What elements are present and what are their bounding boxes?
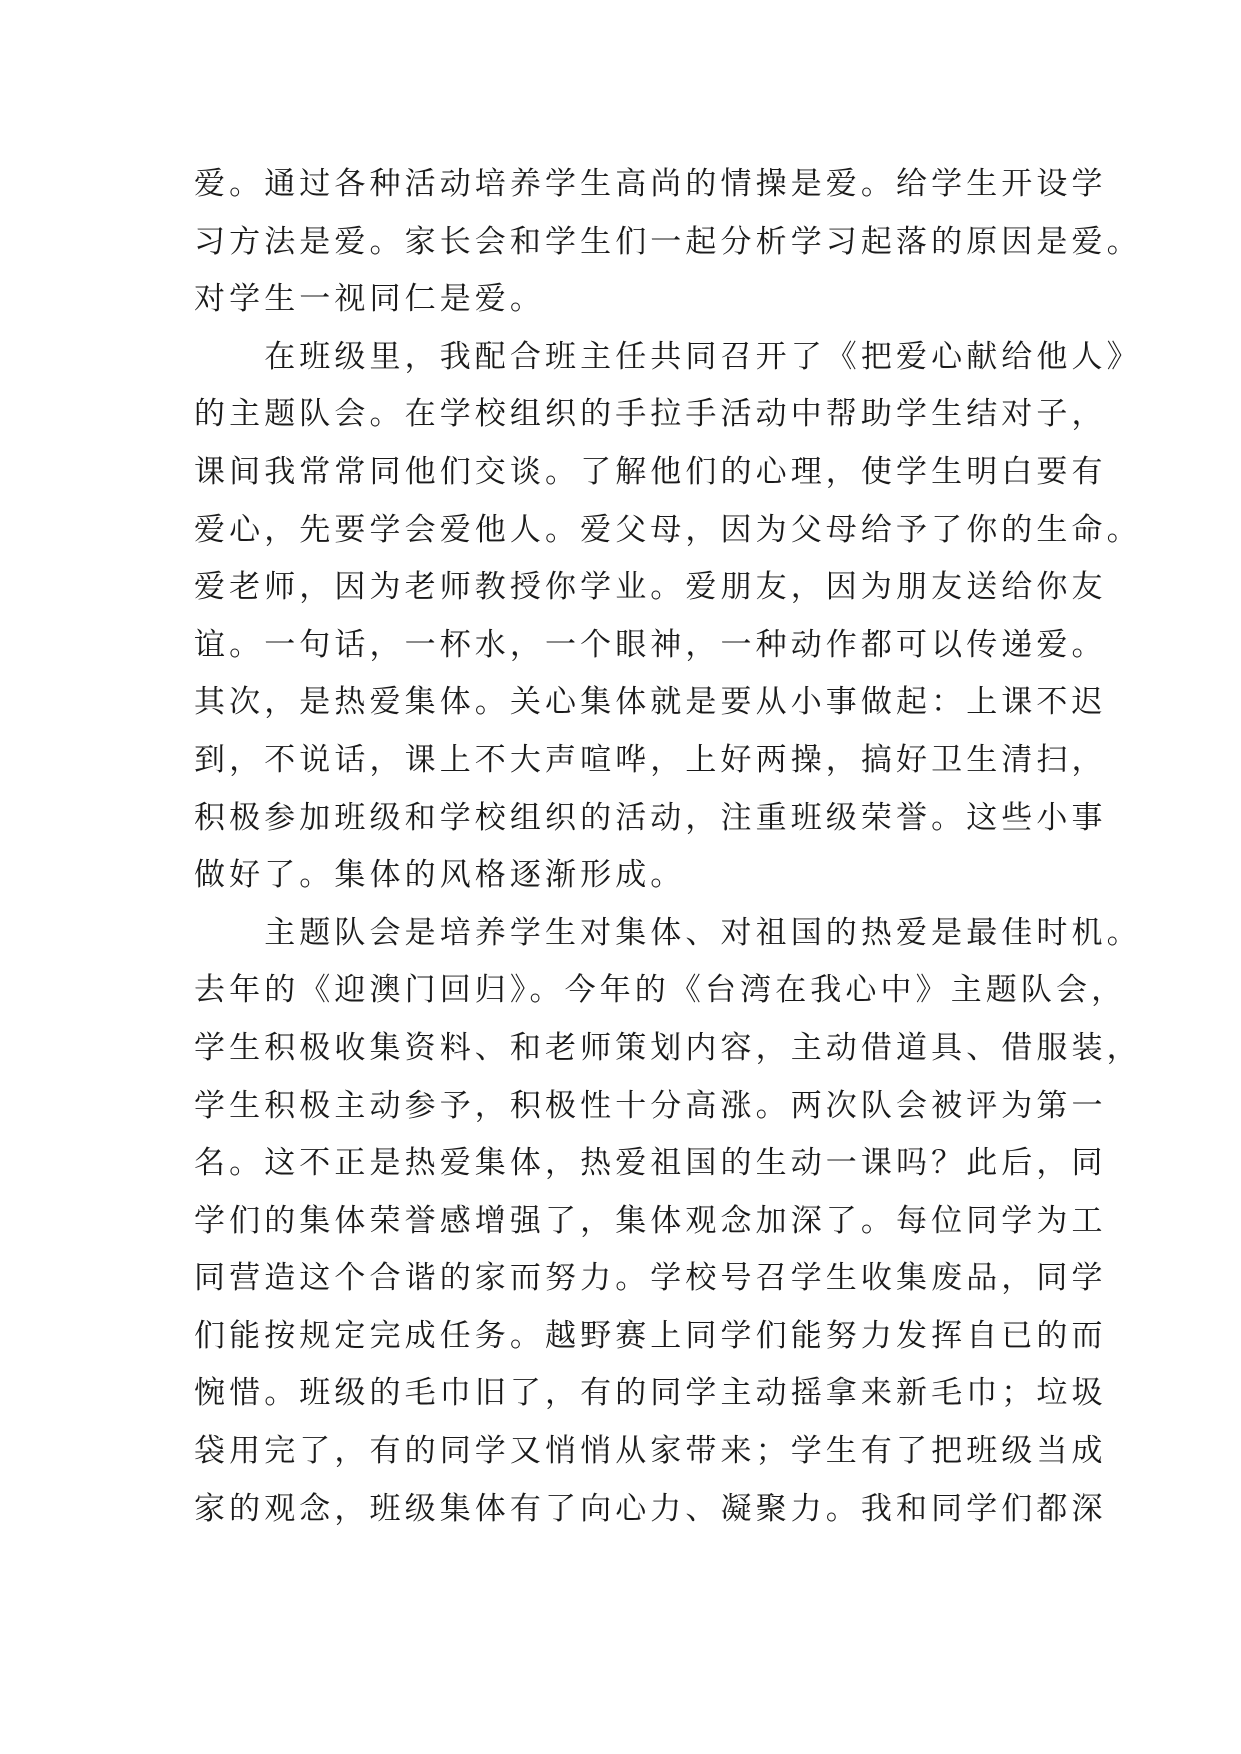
- text-line: 积极参加班级和学校组织的活动，注重班级荣誉。这些小事: [194, 799, 1107, 836]
- text-line: 其次，是热爱集体。关心集体就是要从小事做起：上课不迟: [194, 684, 1107, 721]
- text-line: 名。这不正是热爱集体，热爱祖国的生动一课吗？此后，同: [194, 1145, 1107, 1182]
- text-line: 主题队会是培养学生对集体、对祖国的热爱是最佳时机。: [194, 914, 1142, 951]
- document-body: [194, 156, 1142, 1538]
- text-line: 到，不说话，课上不大声喧哗，上好两操，搞好卫生清扫，: [194, 741, 1107, 778]
- text-line: 爱老师，因为老师教授你学业。爱朋友，因为朋友送给你友: [194, 569, 1107, 606]
- text-line: 家的观念，班级集体有了向心力、凝聚力。我和同学们都深: [194, 1490, 1107, 1527]
- text-line: 在班级里，我配合班主任共同召开了《把爱心献给他人》: [194, 338, 1142, 375]
- text-line: 课间我常常同他们交谈。了解他们的心理，使学生明白要有: [194, 453, 1107, 490]
- text-line: 去年的《迎澳门回归》。今年的《台湾在我心中》主题队会，: [194, 972, 1127, 1009]
- text-line: 对学生一视同仁是爱。: [194, 281, 545, 318]
- text-line: 爱心，先要学会爱他人。爱父母，因为父母给予了你的生命。: [194, 511, 1142, 548]
- text-line: 们能按规定完成任务。越野赛上同学们能努力发挥自已的而: [194, 1317, 1107, 1354]
- text-line: 袋用完了，有的同学又悄悄从家带来；学生有了把班级当成: [194, 1433, 1107, 1470]
- text-line: 做好了。集体的风格逐渐形成。: [194, 857, 686, 894]
- text-line: 同营造这个合谐的家而努力。学校号召学生收集废品，同学: [194, 1260, 1107, 1297]
- text-line: 学们的集体荣誉感增强了，集体观念加深了。每位同学为工: [194, 1202, 1107, 1239]
- text-line: 学生积极主动参予，积极性十分高涨。两次队会被评为第一: [194, 1087, 1107, 1124]
- text-line: 学生积极收集资料、和老师策划内容，主动借道具、借服装，: [194, 1029, 1142, 1066]
- text-line: 的主题队会。在学校组织的手拉手活动中帮助学生结对子，: [194, 396, 1107, 433]
- text-line: 习方法是爱。家长会和学生们一起分析学习起落的原因是爱。: [194, 223, 1142, 260]
- text-line: 惋惜。班级的毛巾旧了，有的同学主动摇拿来新毛巾；垃圾: [194, 1375, 1107, 1412]
- text-line: 爱。通过各种活动培养学生高尚的情操是爱。给学生开设学: [194, 166, 1107, 202]
- text-line: 谊。一句话，一杯水，一个眼神，一种动作都可以传递爱。: [194, 626, 1107, 663]
